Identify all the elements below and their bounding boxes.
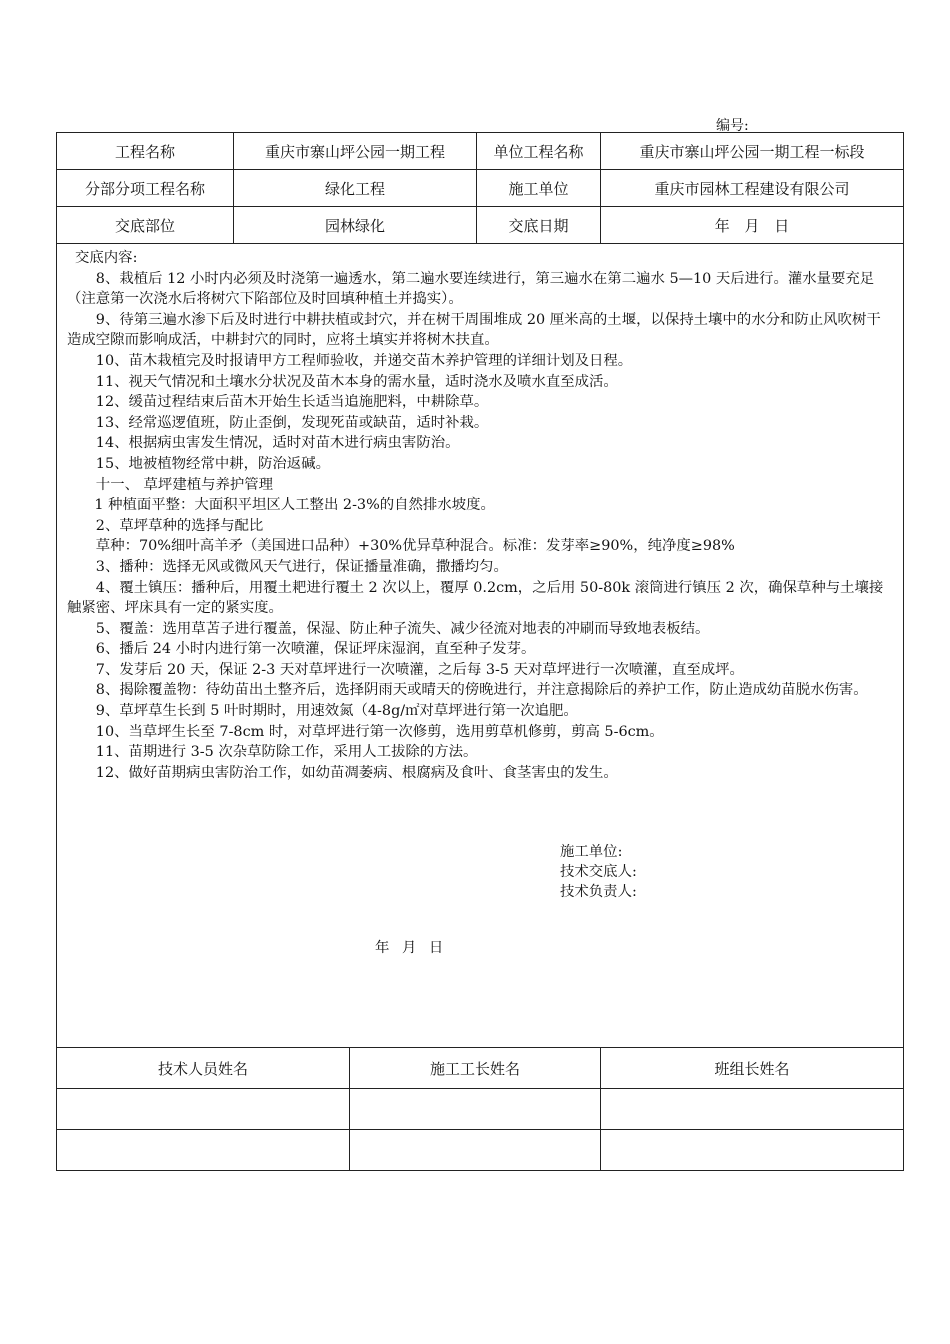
sign-contractor: 施工单位: xyxy=(560,844,623,860)
document-number-label: 编号: xyxy=(716,118,749,134)
contractor-label: 施工单位 xyxy=(477,170,601,207)
paragraph: 草种：70%细叶高羊矛（美国进口品种）+30%优异草种混合。标准：发芽率≥90%，纯净度≥98% xyxy=(95,538,735,555)
foreman-label: 施工工长姓名 xyxy=(350,1048,601,1089)
paragraph: 7、发芽后 20 天，保证 2-3 天对草坪进行一次喷灌，之后每 3-5 天对草坪进行一次喷灌，直至成坪。 xyxy=(95,661,744,678)
tech-staff-cell[interactable] xyxy=(57,1089,350,1130)
section-heading: 十一、 草坪建植与养护管理 xyxy=(95,476,274,493)
sub-project-label: 分部分项工程名称 xyxy=(57,170,234,207)
team-leader-cell[interactable] xyxy=(601,1130,904,1171)
paragraph: 3、播种：选择无风或微风天气进行，保证播量准确，撒播均匀。 xyxy=(95,558,508,575)
contractor-value: 重庆市园林工程建设有限公司 xyxy=(601,170,904,207)
paragraph: 12、缓苗过程结束后苗木开始生长适当追施肥料，中耕除草。 xyxy=(95,394,489,411)
paragraph: 8、栽植后 12 小时内必须及时浇第一遍透水，第二遍水要连续进行，第三遍水在第二遍水 5—10 天后进行。灌水量要充足（注意第一次浇水后将树穴下陷部位及时回填种植土并捣实）。 xyxy=(67,270,875,308)
project-name-value: 重庆市寨山坪公园一期工程 xyxy=(234,133,477,170)
content-cell xyxy=(57,244,904,1048)
paragraph: 4、覆土镇压：播种后，用覆土耙进行覆土 2 次以上，覆厚 0.2cm，之后用 50-80k 滚筒进行镇压 2 次，确保草种与土壤接触紧密、坪床具有一定的紧实度。 xyxy=(67,579,884,617)
paragraph: 2、草坪草种的选择与配比 xyxy=(95,517,264,534)
location-label: 交底部位 xyxy=(57,207,234,244)
foreman-cell[interactable] xyxy=(350,1130,601,1171)
content-body xyxy=(57,244,903,783)
paragraph: 14、根据病虫害发生情况，适时对苗木进行病虫害防治。 xyxy=(95,435,460,452)
content-title: 交底内容: xyxy=(75,250,138,266)
paragraph: 6、播后 24 小时内进行第一次喷灌，保证坪床湿润，直至种子发芽。 xyxy=(95,641,536,658)
paragraph: 12、做好苗期病虫害防治工作，如幼苗凋萎病、根腐病及食叶、食茎害虫的发生。 xyxy=(95,764,618,781)
paragraph: 9、草坪草生长到 5 叶时期时，用速效氮（4-8g/㎡对草坪进行第一次追肥。 xyxy=(95,703,578,720)
paragraph: 10、当草坪生长至 7-8cm 时，对草坪进行第一次修剪，选用剪草机修剪，剪高 5-6cm。 xyxy=(95,723,664,740)
paragraph: 11、视天气情况和土壤水分状况及苗木本身的需水量，适时浇水及喷水直至成活。 xyxy=(95,373,618,390)
date-value: 年 月 日 xyxy=(601,207,904,244)
paragraph: 8、揭除覆盖物：待幼苗出土整齐后，选择阴雨天或晴天的傍晚进行，并注意揭除后的养护工作，防止造成幼苗脱水伤害。 xyxy=(95,682,868,699)
tech-staff-label: 技术人员姓名 xyxy=(57,1048,350,1089)
sub-project-value: 绿化工程 xyxy=(234,170,477,207)
disclosure-table xyxy=(56,132,904,1048)
date-label: 交底日期 xyxy=(477,207,601,244)
signature-block xyxy=(560,842,637,902)
project-name-label: 工程名称 xyxy=(57,133,234,170)
paragraph: 11、苗期进行 3-5 次杂草防除工作，采用人工拔除的方法。 xyxy=(95,744,478,761)
paragraph: 5、覆盖：选用草苫子进行覆盖，保湿、防止种子流失、减少径流对地表的冲刷而导致地表板结。 xyxy=(95,620,710,637)
location-value: 园林绿化 xyxy=(234,207,477,244)
sign-responsible-person: 技术负责人: xyxy=(560,884,637,900)
tech-staff-cell[interactable] xyxy=(57,1130,350,1171)
paragraph: 10、苗木栽植完及时报请甲方工程师验收，并递交苗木养护管理的详细计划及日程。 xyxy=(95,352,633,369)
paragraph: 1 种植面平整：大面积平坦区人工整出 2-3%的自然排水坡度。 xyxy=(94,497,495,514)
unit-project-label: 单位工程名称 xyxy=(477,133,601,170)
paragraph: 9、待第三遍水渗下后及时进行中耕扶植或封穴，并在树干周围堆成 20 厘米高的土堰，以保持土壤中的水分和防止风吹树干造成空隙而影响成活，中耕封穴的同时，应将土填实并将树木扶直。 xyxy=(67,311,881,349)
foreman-cell[interactable] xyxy=(350,1089,601,1130)
unit-project-value: 重庆市寨山坪公园一期工程一标段 xyxy=(601,133,904,170)
paragraph: 15、地被植物经常中耕，防治返碱。 xyxy=(95,455,330,472)
sign-disclosure-person: 技术交底人: xyxy=(560,864,637,880)
team-leader-label: 班组长姓名 xyxy=(601,1048,904,1089)
team-leader-cell[interactable] xyxy=(601,1089,904,1130)
sign-date: 年 月 日 xyxy=(375,940,444,956)
paragraph: 13、经常巡逻值班，防止歪倒，发现死苗或缺苗，适时补栽。 xyxy=(95,414,489,431)
signoff-table xyxy=(56,1047,904,1171)
